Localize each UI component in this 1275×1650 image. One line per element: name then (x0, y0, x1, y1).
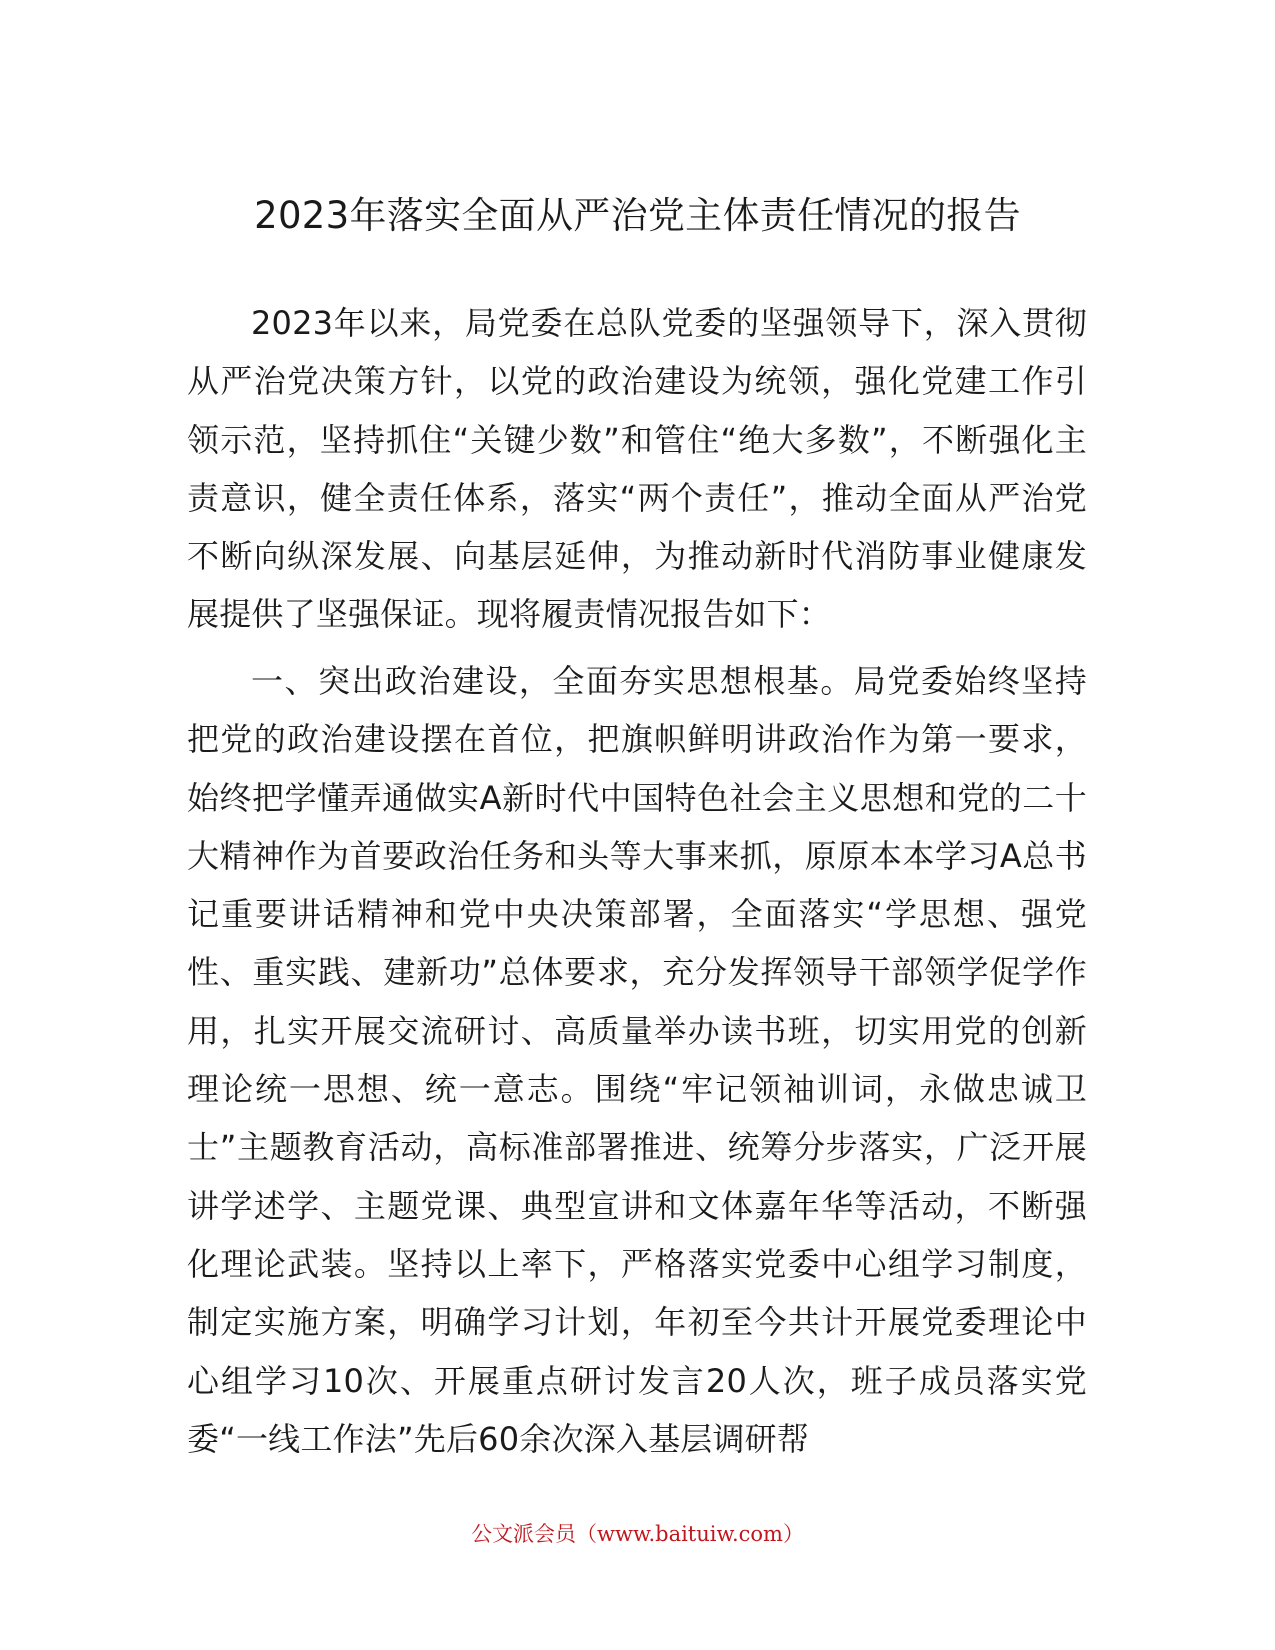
document-title: 2023年落实全面从严治党主体责任情况的报告 (254, 194, 1021, 237)
footer-watermark: 公文派会员（www.baituiw.com） (471, 1522, 804, 1546)
body-paragraph-section-one: 一、突出政治建设，全面夯实思想根基。局党委始终坚持把党的政治建设摆在首位，把旗帜鲜明讲政治作为第一要求，始终把学懂弄通做实A新时代中国特色社会主义思想和党的二十大精神作为首要政治任务和头等大事来抓，原原本本学习A总书记重要讲话精神和党中央决策部署，全面落实“学思想、强党性、重实践、建新功”总体要求，充分发挥领导干部领学促学作用，扎实开展交流研讨、高质量举办读书班，切实用党的创新理论统一思想、统一意志。围绕“牢记领袖训词，永做忠诚卫士”主题教育活动，高标准部署推进、统筹分步落实，广泛开展讲学述学、主题党课、典型宣讲和文体嘉年华等活动，不断强化理论武装。坚持以上率下，严格落实党委中心组学习制度，制定实施方案，明确学习计划，年初至今共计开展党委理论中心组学习10次、开展重点研讨发言20人次，班子成员落实党委“一线工作法”先后60余次深入基层调研帮 (187, 662, 1087, 1458)
body-paragraph-intro: 2023年以来，局党委在总队党委的坚强领导下，深入贯彻从严治党决策方针，以党的政治建设为统领，强化党建工作引领示范，坚持抓住“关键少数”和管住“绝大多数”，不断强化主责意识，健全责任体系，落实“两个责任”，推动全面从严治党不断向纵深发展、向基层延伸，为推动新时代消防事业健康发展提供了坚强保证。现将履责情况报告如下： (187, 304, 1087, 634)
